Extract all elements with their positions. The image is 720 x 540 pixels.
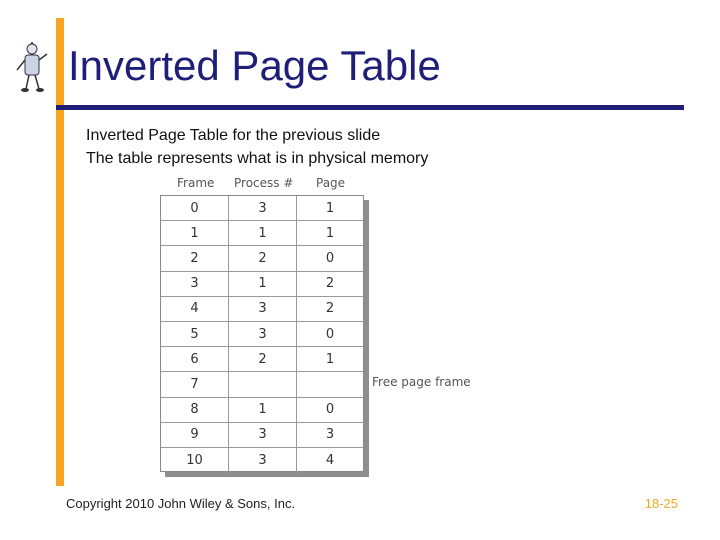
slide-title: Inverted Page Table [68,42,441,89]
table-row [161,246,363,271]
process-cell: 2 [229,347,297,371]
process-cell: 2 [229,246,297,270]
page-cell: 0 [325,250,335,266]
table-row [161,423,363,448]
bullet-line: The table represents what is in physical memory [86,150,429,167]
frame-cell: 3 [161,272,229,296]
page-cell: 0 [325,326,335,342]
column-header-process: Process # [234,176,294,190]
process-cell: 3 [229,322,297,346]
column-header-frame: Frame [177,176,215,190]
table-row [161,322,363,347]
frame-cell: 7 [161,372,229,396]
column-header-page: Page [316,176,346,190]
frame-cell: 6 [161,347,229,371]
frame-cell: 10 [161,448,229,473]
frame-cell: 8 [161,398,229,422]
frame-cell: 2 [161,246,229,270]
process-cell: 1 [229,398,297,422]
process-cell [229,372,297,396]
page-cell: 4 [325,453,335,469]
process-cell: 1 [229,272,297,296]
free-page-frame-annotation: Free page frame [372,375,471,389]
page-cell [297,372,363,396]
inverted-page-table [160,195,368,477]
process-cell: 3 [229,297,297,321]
table-row [161,297,363,322]
frame-cell: 5 [161,322,229,346]
cartoon-mascot-icon [14,42,50,94]
table-row [161,221,363,246]
frame-cell: 0 [161,196,229,220]
page-cell: 2 [325,276,335,292]
table-row [161,272,363,297]
table-row [161,372,363,397]
table-body [160,195,364,472]
page-cell: 0 [325,402,335,418]
table-row [161,448,363,473]
frame-cell: 4 [161,297,229,321]
page-cell: 1 [325,200,335,216]
page-cell: 1 [325,225,335,241]
page-cell: 3 [325,427,335,443]
process-cell: 3 [229,423,297,447]
frame-cell: 9 [161,423,229,447]
bullet-line: Inverted Page Table for the previous slide [86,127,381,144]
table-row [161,398,363,423]
copyright-notice: Copyright 2010 John Wiley & Sons, Inc. [66,496,296,511]
process-cell: 3 [229,448,297,473]
accent-bar [56,18,64,486]
title-underline [56,105,684,110]
slide-number: 18-25 [644,496,678,511]
table-row [161,347,363,372]
process-cell: 3 [229,196,297,220]
table-row [161,196,363,221]
frame-cell: 1 [161,221,229,245]
process-cell: 1 [229,221,297,245]
slide-body [86,124,428,170]
page-cell: 1 [325,351,335,367]
page-cell: 2 [325,301,335,317]
